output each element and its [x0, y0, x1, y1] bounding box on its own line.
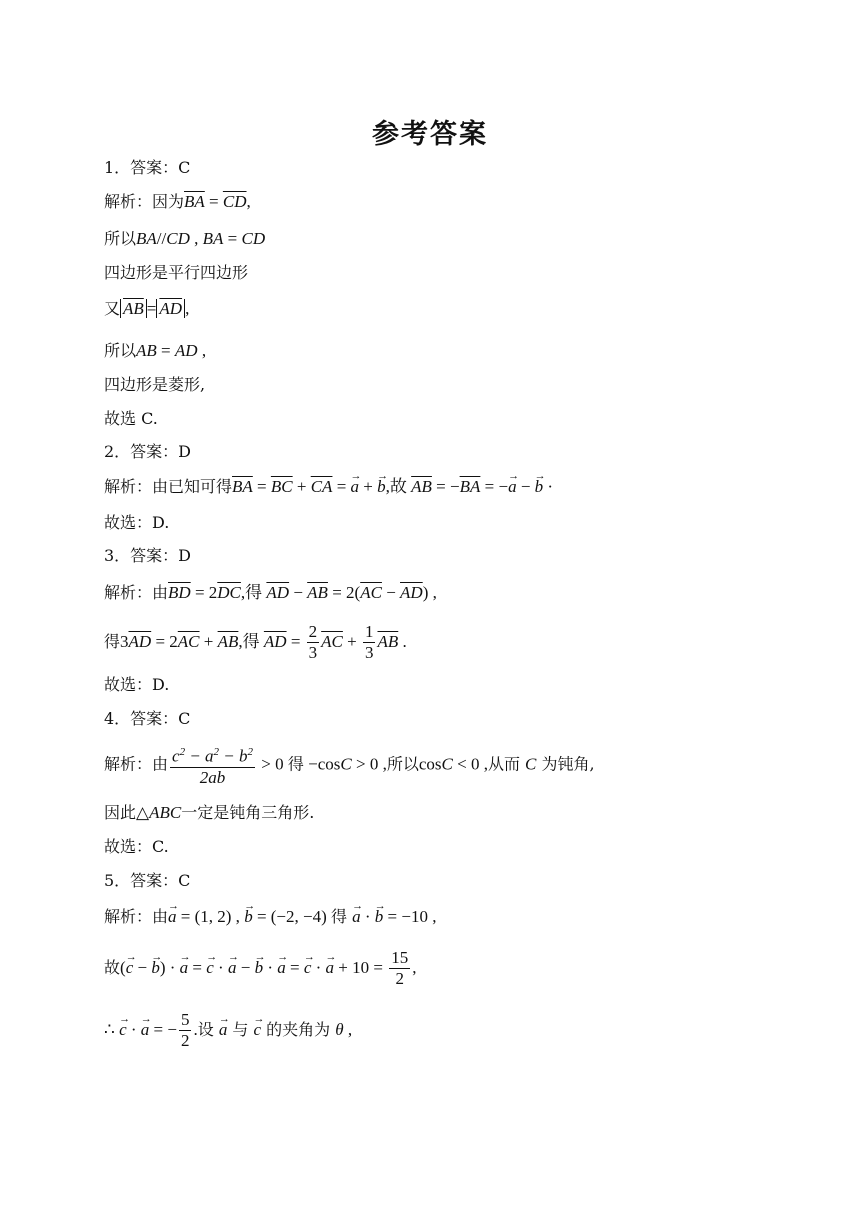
q3-analysis: 解析：由$\overline{BD} = 2\overline{DC}$,得 $\overline{AD} - \overline{AB} = 2(\overline{AC} - \overline{AD})$ ,: [104, 583, 437, 602]
q3-answer: 3．答案：D: [104, 546, 192, 565]
q4-analysis-line-2: 因此△ABC一定是钝角三角形.: [104, 803, 315, 822]
q1-analysis-line-2: 所以BA//CD , BA = CD: [104, 229, 266, 248]
page-title: 参考答案: [372, 119, 488, 150]
q1-analysis-line-5: 所以AB = AD ,: [104, 341, 207, 360]
q2-answer: 2．答案：D: [104, 442, 192, 461]
q5-analysis: 解析：由→ a = (1, 2) , → b = (−2, −4) 得 → a · → b = −10 ,: [104, 906, 436, 928]
q3-conclusion: 故选：D.: [104, 675, 170, 694]
q4-analysis: 解析：由 $\frac{c^2 - a^2 - b^2}{2ab}$ > 0 得 −cosC > 0 ,所以cosC < 0 ,从而 C 为钝角,: [104, 742, 595, 788]
q1-analysis-line-3: 四边形是平行四边形: [104, 263, 249, 282]
q5-analysis-line-3: ∴ → c · → a = − $\frac{5}{2}$ .设 → a 与 → c 的夹角为 θ ,: [104, 1010, 352, 1051]
q2-conclusion: 故选：D.: [104, 513, 170, 532]
q1-answer: 1．答案：C: [104, 158, 191, 177]
q5-answer: 5．答案：C: [104, 871, 191, 890]
q1-analysis-line-4: 又 $\overline{AB} = \overline{AD}$ ,: [104, 299, 190, 318]
q1-analysis-line-6: 四边形是菱形,: [104, 375, 206, 394]
q3-analysis-line-2: 得$3\overline{AD} = 2\overline{AC} + \overline{AB}$,得 $\overline{AD}$ = $\frac{2}{3}$ $\overline{AC}$ + $\frac{1}{3}$ $\overline{AB}$ .: [104, 622, 407, 662]
q1-analysis-line-1: 解析：因为$\overline{BA} = \overline{CD}$,: [104, 192, 251, 211]
q4-answer: 4．答案：C: [104, 709, 191, 728]
q2-analysis: 解析：由已知可得$\overline{BA} = \overline{BC} + \overline{CA}$ = → a + → b,故 $\overline{AB} = -\overline{BA}$ = −→ a − → b ·: [104, 476, 553, 498]
q5-analysis-line-2: 故(→ c − → b) · → a = → c · → a − → b · → a = → c · → a + 10 = $\frac{15}{2}$ ,: [104, 948, 416, 989]
q1-conclusion: 故选 C.: [104, 409, 158, 428]
q4-conclusion: 故选：C.: [104, 837, 169, 856]
